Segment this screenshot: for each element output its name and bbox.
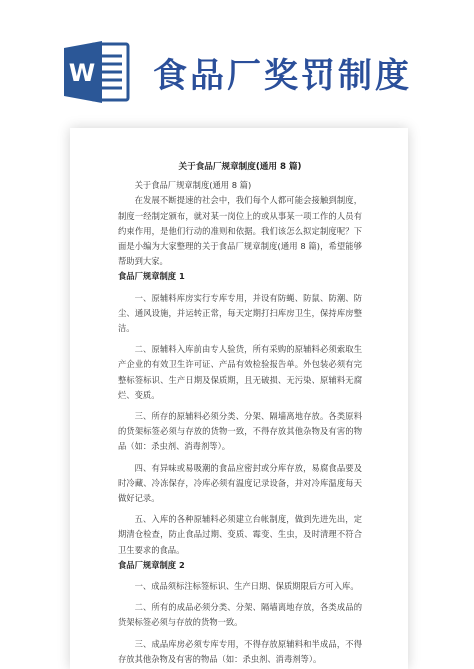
banner [0,0,474,120]
section-paragraph: 一、成品须标注标签标识、生产日期、保质期限后方可入库。 [134,581,359,592]
document-body [118,160,362,667]
section-paragraph: 一、原辅料库房实行专库专用，并设有防蝇、防鼠、防潮、防尘、通风设施，并运转正常，每天定期打扫库房卫生，保持库房整洁。 [118,292,362,334]
intro-paragraph: 在发展不断提速的社会中，我们每个人都可能会接触到制度，制度一经制定颁布，就对某一岗位上的或从事某一项工作的人员有约束作用，是他们行动的准则和依据。我们该怎么拟定制度呢？下面是小编为大家整理的关于食品厂规章制度(通用 8 篇)，希望能够帮助到大家。 [118,195,362,267]
banner-title: 食品厂奖罚制度 [153,56,412,96]
section-paragraph: 三、成品库房必须专库专用，不得存放原辅料和半成品，不得存放其他杂物及有害的物品（如：杀虫剂、消毒剂等）。 [118,638,362,664]
intro-line: 关于食品厂规章制度(通用 8 篇) [134,180,252,191]
document-title: 关于食品厂规章制度(通用 8 篇) [178,162,302,172]
section-paragraph: 二、原辅料入库前由专人验货，所有采购的原辅料必须索取生产企业的有效卫生许可证、产品有效检验报告单。外包装必须有完整标签标识、生产日期及保质期，且无破损、无污染、原辅料无腐烂、变质。 [118,344,362,400]
word-document-icon [62,38,132,106]
section-heading: 食品厂规章制度 2 [118,559,185,570]
section-paragraph: 五、入库的各种原辅料必须建立台帐制度，做到先进先出，定期清仓检查，防止食品过期、变质、霉变、生虫，及时清理不符合卫生要求的食品。 [118,514,362,555]
section-paragraph: 三、所存的原辅料必须分类、分架、隔墙离地存放。各类原料的货架标签必须与存放的货物一致，不得存放其他杂物及有害的物品（如：杀虫剂、消毒剂等）。 [118,411,362,452]
section-paragraph: 四、有异味或易吸潮的食品应密封或分库存放，易腐食品要及时冷藏、冷冻保存，冷库必须有温度记录设备，并对冷库温度每天做好记录。 [118,462,362,504]
document-page [70,128,408,669]
word-icon-letter: W [68,59,96,87]
section-heading: 食品厂规章制度 1 [118,271,185,282]
section-paragraph: 二、所有的成品必须分类、分架、隔墙离地存放，各类成品的货架标签必须与存放的货物一致。 [118,602,362,628]
